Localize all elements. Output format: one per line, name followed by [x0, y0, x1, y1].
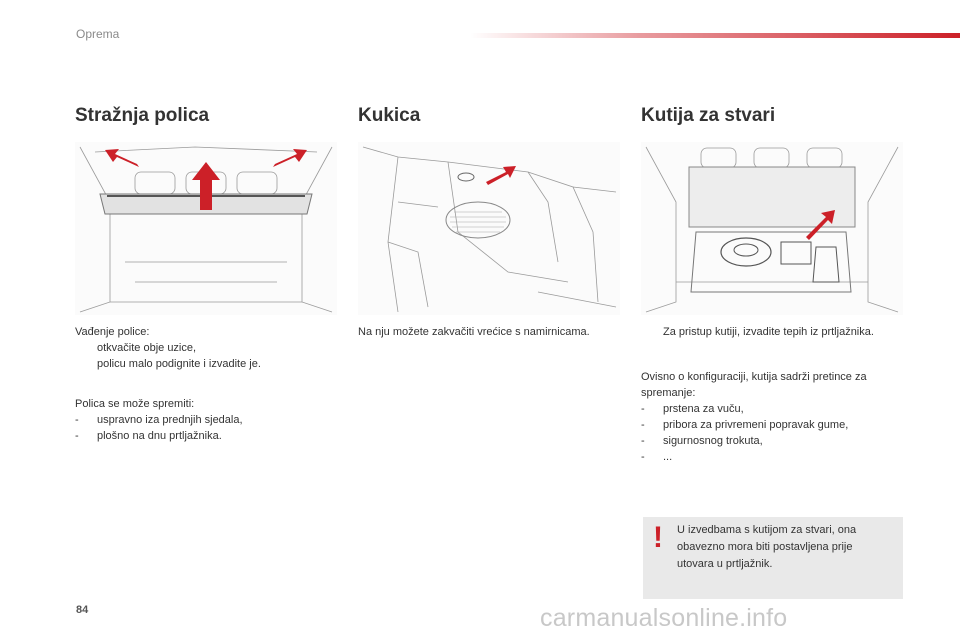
hook-text [358, 324, 628, 340]
list-item-text: Za pristup kutiji, izvadite tepih iz prtljažnika. [663, 326, 874, 338]
storage-box-title: Kutija za stvari [641, 105, 776, 126]
list-item-text: prstena za vuču, [663, 403, 744, 415]
list-item [75, 428, 345, 444]
dash-icon: - [75, 414, 79, 426]
rear-shelf-title: Stražnja polica [75, 105, 210, 126]
warning-line-2: obavezno mora biti postavljena prije [677, 541, 853, 553]
bullet-icon [641, 324, 663, 340]
list-item-text: otkvačite obje uzice, [97, 342, 197, 354]
hook-title: Kukica [358, 105, 421, 126]
warning-icon: ! [653, 521, 663, 554]
list-item-text: uspravno iza prednjih sjedala, [97, 414, 243, 426]
storage-box-paragraph-line-1: Ovisno o konfiguraciji, kutija sadrži pretince za [641, 371, 867, 383]
list-item-text: pribora za privremeni popravak gume, [663, 419, 849, 431]
storage-box-access-text [641, 324, 911, 340]
header-accent-bar [470, 33, 960, 38]
dash-icon: - [75, 430, 79, 442]
dash-icon: - [641, 435, 645, 447]
rear-shelf-illustration [75, 142, 337, 315]
page-number: 84 [76, 604, 89, 616]
list-item [75, 340, 345, 356]
list-item-text: plošno na dnu prtljažnika. [97, 430, 222, 442]
dash-icon: - [641, 451, 645, 463]
rear-shelf-intro: Vađenje police: [75, 326, 150, 338]
rear-shelf-intro-2: Polica se može spremiti: [75, 398, 195, 410]
rear-shelf-text [75, 324, 345, 372]
storage-box-illustration [641, 142, 903, 315]
list-item-text: ... [663, 451, 673, 463]
list-item [641, 433, 911, 449]
warning-line-3: utovara u prtljažnik. [677, 558, 773, 570]
storage-box-paragraph-line-2: spremanje: [641, 387, 696, 399]
warning-text [677, 522, 897, 573]
watermark: carmanualsonline.info [540, 604, 788, 632]
warning-line-1: U izvedbama s kutijom za stvari, ona [677, 524, 857, 536]
bullet-icon [75, 356, 97, 372]
section-label: Oprema [76, 27, 120, 41]
list-item-text: sigurnosnog trokuta, [663, 435, 763, 447]
warning-note [643, 517, 903, 599]
list-item [641, 417, 911, 433]
list-item [641, 401, 911, 417]
storage-box-contents-text [641, 369, 911, 465]
hook-illustration [358, 142, 620, 315]
list-item [641, 324, 911, 340]
list-item [75, 412, 345, 428]
dash-icon: - [641, 419, 645, 431]
list-item [641, 449, 911, 465]
dash-icon: - [641, 403, 645, 415]
list-item-text: policu malo podignite i izvadite je. [97, 358, 261, 370]
bullet-icon [75, 340, 97, 356]
rear-shelf-storage-text [75, 396, 345, 444]
hook-description: Na nju možete zakvačiti vrećice s namirnicama. [358, 326, 590, 338]
list-item [75, 356, 345, 372]
